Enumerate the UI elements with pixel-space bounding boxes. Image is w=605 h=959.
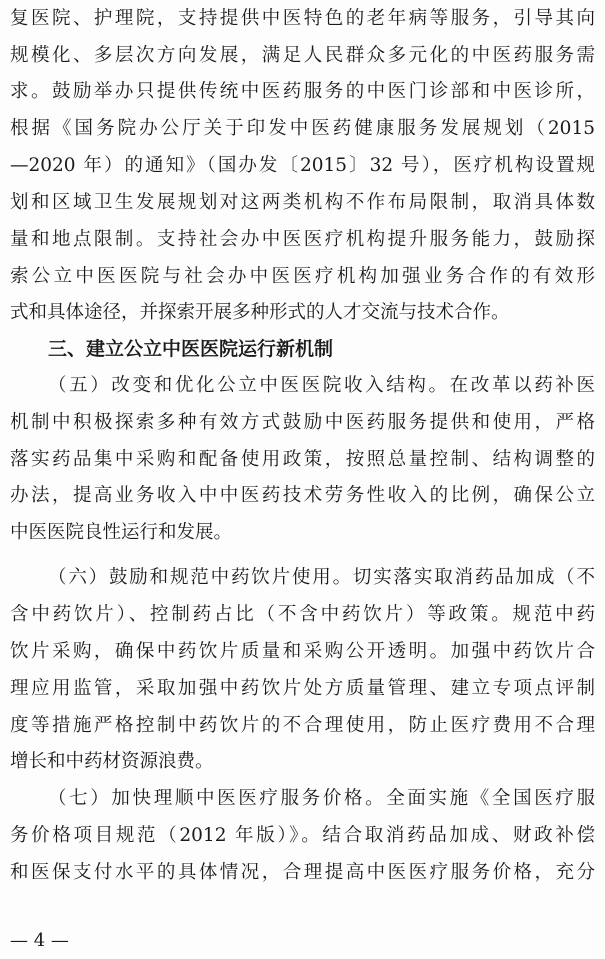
section-5-line: 办法，提高业务收入中中医药技术劳务性收入的比例，确保公立 — [10, 485, 595, 506]
page-number: — 4 — — [10, 930, 69, 951]
section-heading: 三、建立公立中医医院运行新机制 — [48, 338, 334, 360]
body-line: 根据《国务院办公厅关于印发中医药健康服务发展规划（2015 — [10, 118, 595, 139]
section-6-line: 度等措施严格控制中药饮片的不合理使用，防止医疗费用不合理 — [10, 715, 595, 736]
body-line: —2020 年）的通知》（国办发〔2015〕32 号），医疗机构设置规 — [10, 155, 595, 176]
section-7-line: 务价格项目规范（2012 年版）》。结合取消药品加成、财政补偿 — [10, 825, 595, 846]
section-7-line: （七）加快理顺中医医疗服务价格。全面实施《全国医疗服 — [48, 788, 595, 809]
section-6-line: （六）鼓励和规范中药饮片使用。切实落实取消药品加成（不 — [48, 567, 595, 588]
section-6-line: 饮片采购，确保中药饮片质量和采购公开透明。加强中药饮片合 — [10, 641, 595, 662]
body-line: 规模化、多层次方向发展，满足人民群众多元化的中医药服务需 — [10, 45, 595, 66]
section-5-line: （五）改变和优化公立中医医院收入结构。在改革以药补医 — [48, 375, 595, 396]
body-line: 复医院、护理院，支持提供中医特色的老年病等服务，引导其向 — [10, 8, 595, 29]
section-6-line: 含中药饮片）、控制药占比（不含中药饮片）等政策。规范中药 — [10, 604, 595, 625]
body-line: 式和具体途径，并探索开展多种形式的人才交流与技术合作。 — [10, 302, 510, 323]
body-line: 求。鼓励举办只提供传统中医药服务的中医门诊部和中医诊所， — [10, 81, 595, 102]
section-6-line: 理应用监管，采取加强中药饮片处方质量管理、建立专项点评制 — [10, 678, 595, 699]
section-7-line: 和医保支付水平的具体情况，合理提高中医医疗服务价格，充分 — [10, 862, 595, 883]
body-line: 索公立中医医院与社会办中医医疗机构加强业务合作的有效形 — [10, 266, 595, 287]
body-line: 量和地点限制。支持社会办中医医疗机构提升服务能力，鼓励探 — [10, 229, 595, 250]
section-5-line: 机制中积极探索多种有效方式鼓励中医药服务提供和使用，严格 — [10, 412, 595, 433]
section-5-line: 落实药品集中采购和配备使用政策，按照总量控制、结构调整的 — [10, 449, 595, 470]
section-5-line: 中医医院良性运行和发展。 — [10, 522, 233, 543]
body-line: 划和区域卫生发展规划对这两类机构不作布局限制，取消具体数 — [10, 192, 595, 213]
section-6-line: 增长和中药材资源浪费。 — [10, 751, 214, 772]
